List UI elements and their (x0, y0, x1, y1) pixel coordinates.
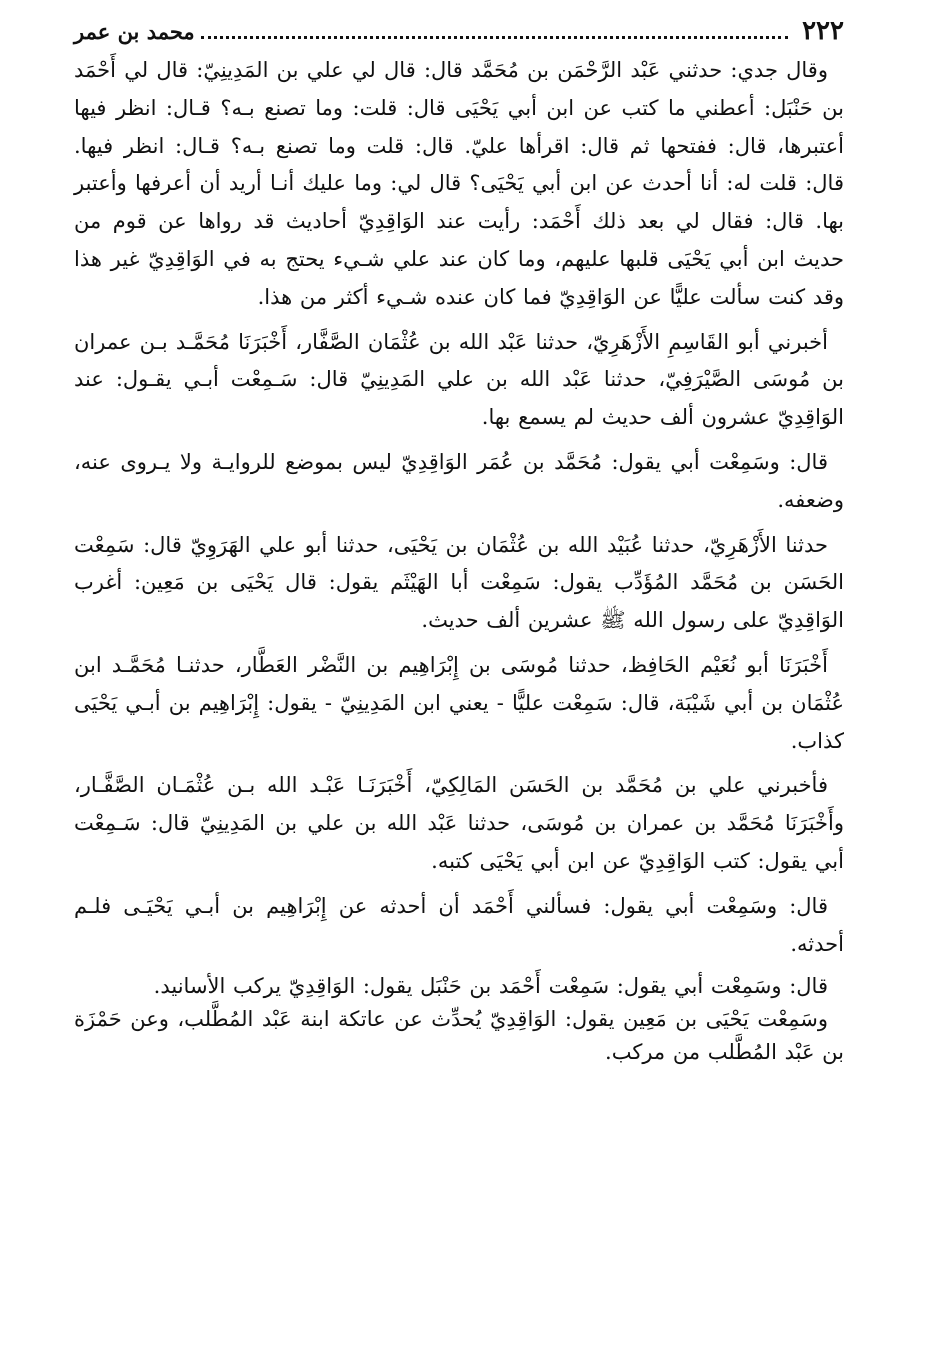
page-body (74, 52, 844, 1069)
paragraph: أخبرني أبو القَاسِمِ الأَزْهَرِيّ، حدثنا عَبْد الله بن عُثْمَان الصَّفَّار، أَخْبَرَنَا مُحَمَّـد بـن عمران بن مُوسَى الصَّيْرَفِيّ، حدثنا عَبْد الله بن علي المَدِينِيّ قال: سَـمِعْت أبـي يقـول: عند الوَاقِدِيّ عشرون ألف حديث لم يسمع بها. (74, 329, 844, 430)
paragraph: حدثنا الأَزْهَرِيّ، حدثنا عُبَيْد الله بن عُثْمَان بن يَحْيَى، حدثنا أبو علي الهَرَوِيّ قال: سَمِعْت الحَسَن بن مُحَمَّد المُؤَدِّب يقول: سَمِعْت أبا الهَيْثَم يقول: قال يَحْيَى بن مَعِين: أغرب الوَاقِدِيّ على رسول الله ﷺ عشرين ألف حديث. (74, 532, 844, 633)
page-number: ٢٢٢ (802, 16, 844, 46)
paragraph: فأخبرني علي بن مُحَمَّد بن الحَسَن المَالِكِيّ، أَخْبَرَنَـا عَبْـد الله بـن عُثْمَـان الصَّفَّـار، وأَخْبَرَنَا مُحَمَّد بن عمران بن مُوسَى، حدثنا عَبْد الله بن علي بن المَدِينِيّ قال: سَـمِعْت أبي يقول: كتب الوَاقِدِيّ عن ابن أبي يَحْيَى كتبه. (74, 773, 844, 873)
running-title: محمد بن عمر (74, 18, 195, 44)
paragraph: قال: وسَمِعْت أبي يقول: سَمِعْت أَحْمَد بن حَنْبَل يقول: الوَاقِدِيّ يركب الأسانيد. (153, 974, 828, 999)
paragraph: قال: وسَمِعْت أبي يقول: مُحَمَّد بن عُمَر الوَاقِدِيّ ليس بموضع للروايـة ولا يـروى عنه، وضعفه. (74, 449, 844, 512)
header-dotted-leader (201, 36, 788, 39)
paragraph: وسَمِعْت يَحْيَى بن مَعِين يقول: الوَاقِدِيّ يُحدِّث عن عاتكة ابنة عَبْد المُطَّلب، وعن حَمْزَة بن عَبْد المُطَّلب من مركب. (74, 1007, 844, 1065)
page-header (74, 14, 844, 48)
paragraph: وقال جدي: حدثني عَبْد الرَّحْمَن بن مُحَمَّد قال: قال لي علي بن المَدِينِيّ: قال لي أَحْمَد بن حَنْبَل: أعطني ما كتب عن ابن أبي يَحْيَى قال: قلت: وما تصنع بـه؟ قـال: انظر فيها أعتبرها، قال: ففتحها ثم قال: اقرأها عليّ. قال: قلت وما تصنع بـه؟ قـال: انظر فيها. قال: قلت له: أنا أحدث عن ابن أبي يَحْيَى؟ قال لي: وما عليك أنـا أريد أن أعرفها وأعتبر بها. قال: فقال لي بعد ذلك أَحْمَد: رأيت عند الوَاقِدِيّ أحاديث قد رواها عن قوم من حديث ابن أبي يَحْيَى قلبها عليهم، وما كان عند علي شـيء يحتج به في الوَاقِدِيّ غير هذا وقد كنت سألت عليًّا عن الوَاقِدِيّ فما كان عنده شـيء أكثر من هذا. (74, 58, 844, 309)
paragraph: قال: وسَمِعْت أبي يقول: فسألني أَحْمَد أن أحدثه عن إِبْرَاهِيم بن أبـي يَحْيَـى فلـم أحدثه. (74, 893, 844, 956)
book-page (74, 14, 844, 1334)
paragraph: أَخْبَرَنَا أبو نُعَيْم الحَافِظ، حدثنا مُوسَى بن إِبْرَاهِيم بن النَّضْر العَطَّار، حدثنـا مُحَمَّـد ابن عُثْمَان بن أبي شَيْبَة، قال: سَمِعْت عليًّا - يعني ابن المَدِينِيّ - يقول: إِبْرَاهِيم بن أبـي يَحْيَى كذاب. (74, 652, 844, 753)
